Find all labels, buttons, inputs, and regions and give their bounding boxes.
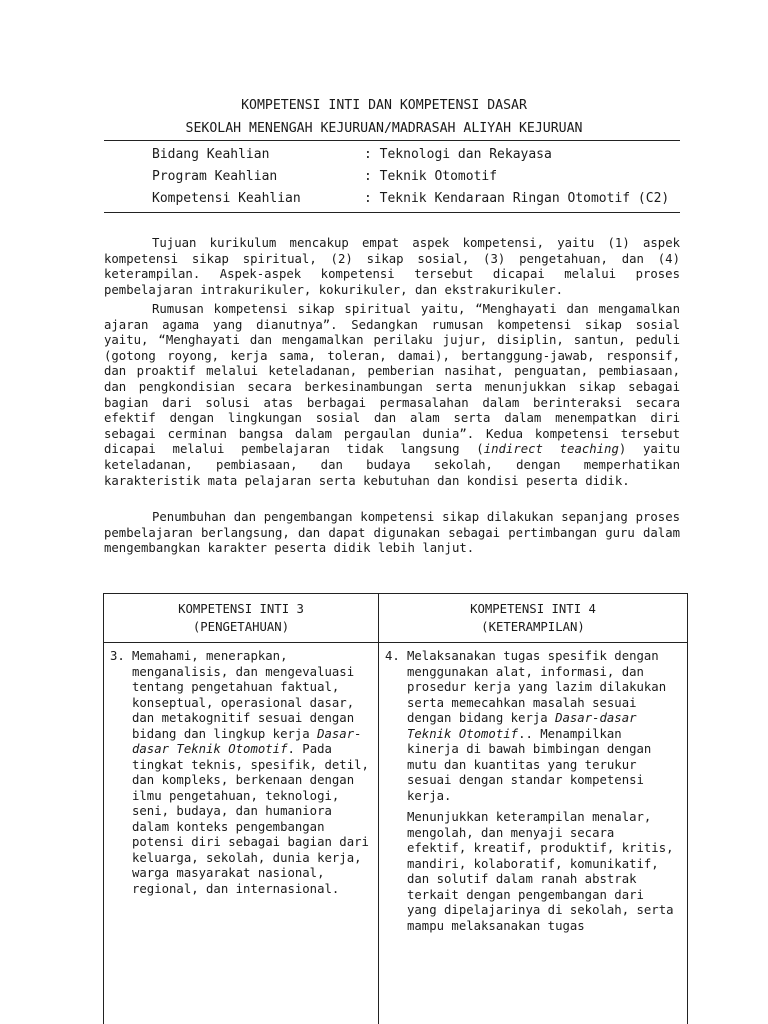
document-title: KOMPETENSI INTI DAN KOMPETENSI DASAR <box>241 98 527 113</box>
bottom-divider <box>104 212 680 213</box>
meta-value: : Teknologi dan Rekayasa <box>364 147 552 162</box>
meta-value: : Teknik Kendaraan Ringan Otomotif (C2) <box>364 191 670 206</box>
item-text: .. Menampilkan kinerja di bawah bimbingan dengan mutu dan kuantitas yang terukur sesuai dengan standar kompetensi kerja. <box>407 726 652 803</box>
meta-value: : Teknik Otomotif <box>364 169 498 184</box>
document-subtitle: SEKOLAH MENENGAH KEJURUAN/MADRASAH ALIYAH KEJURUAN <box>185 121 583 136</box>
list-item <box>110 649 370 897</box>
meta-label: Bidang Keahlian <box>152 147 270 162</box>
paragraph-tujuan: Tujuan kurikulum mencakup empat aspek kompetensi, yaitu (1) aspek kompetensi sikap spiritual, (2) sikap sosial, (3) pengetahuan, dan (4) keterampilan. Aspek-aspek kompetensi tersebut dicapai melalui proses pembelajaran intrakurikuler, kokurikuler, dan ekstrakurikuler. <box>104 236 680 297</box>
italic-term: Dasar-dasar Teknik Otomotif <box>132 726 362 756</box>
item-number: 4. <box>385 649 400 663</box>
header-title: KOMPETENSI INTI 4 <box>470 602 596 616</box>
italic-term: indirect teaching <box>483 442 619 457</box>
table-header-row <box>104 594 688 643</box>
item-text: . Pada tingkat teknis, spesifik, detil, dan kompleks, berkenaan dengan ilmu pengetahuan, teknologi, seni, budaya, dan humaniora dalam konteks pengembangan potensi diri sebagai bagian dari keluarga, sekolah, dunia kerja, warga masyarakat nasional, regional, dan internasional. <box>132 742 369 896</box>
kompetensi-table <box>103 593 688 1024</box>
meta-label: Program Keahlian <box>152 169 278 184</box>
top-divider <box>104 140 680 141</box>
italic-term: Dasar-dasar Teknik Otomotif <box>407 711 637 741</box>
paragraph-penumbuhan: Penumbuhan dan pengembangan kompetensi sikap dilakukan sepanjang proses pembelajaran berlangsung, dan dapat digunakan sebagai pertimbangan guru dalam mengembangkan karakter peserta didik lebih lanjut. <box>104 510 680 556</box>
header-subtitle: (PENGETAHUAN) <box>192 620 290 634</box>
item-text: Memahami, menerapkan, menganalisis, dan mengevaluasi tentang pengetahuan faktual, konseptual, operasional dasar, dan metakognitif sesuai dengan bidang dan lingkup kerja <box>132 649 355 741</box>
header-ki3 <box>104 594 379 643</box>
paragraph-rumusan <box>104 302 680 489</box>
table-row <box>104 643 688 1024</box>
cell-ki3 <box>104 643 379 1024</box>
item-text: Melaksanakan tugas spesifik dengan menggunakan alat, informasi, dan prosedur kerja yang lazim dilakukan serta memecahkan masalah sesuai dengan bidang kerja <box>407 649 667 725</box>
list-item-continuation: Menunjukkan keterampilan menalar, mengolah, dan menyaji secara efektif, kreatif, produktif, kritis, mandiri, kolaboratif, komunikatif, dan solutif dalam ranah abstrak terkait dengan pengembangan dari yang dipelajarinya di sekolah, serta mampu melaksanakan tugas <box>407 810 674 933</box>
paragraph-text: Rumusan kompetensi sikap spiritual yaitu, “Menghayati dan mengamalkan ajaran agama yang dianutnya”. Sedangkan rumusan kompetensi sikap sosial yaitu, “Menghayati dan mengamalkan perilaku jujur, disiplin, santun, peduli (gotong royong, kerja sama, toleran, damai), bertanggung-jawab, responsif, dan proaktif melalui keteladanan, pemberian nasihat, penguatan, pembiasaan, dan pengkondisian secara berkesinambungan serta menunjukkan sikap sebagai bagian dari solusi atas berbagai permasalahan dalam berinteraksi secara efektif dengan lingkungan sosial dan alam serta dalam menempatkan diri sebagai cerminan bangsa dalam pergaulan dunia”. Kedua kompetensi tersebut dicapai melalui pembelajaran tidak langsung ( <box>104 302 680 457</box>
cell-ki4 <box>379 643 688 1024</box>
paragraph-text: ) yaitu keteladanan, pembiasaan, dan budaya sekolah, dengan memperhatikan karakteristik mata pelajaran serta kebutuhan dan kondisi peserta didik. <box>104 442 681 488</box>
header-subtitle: (KETERAMPILAN) <box>481 620 585 634</box>
meta-label: Kompetensi Keahlian <box>152 191 301 206</box>
header-title: KOMPETENSI INTI 3 <box>178 602 304 616</box>
item-number: 3. <box>110 649 125 663</box>
list-item <box>385 649 679 804</box>
header-ki4 <box>379 594 688 643</box>
